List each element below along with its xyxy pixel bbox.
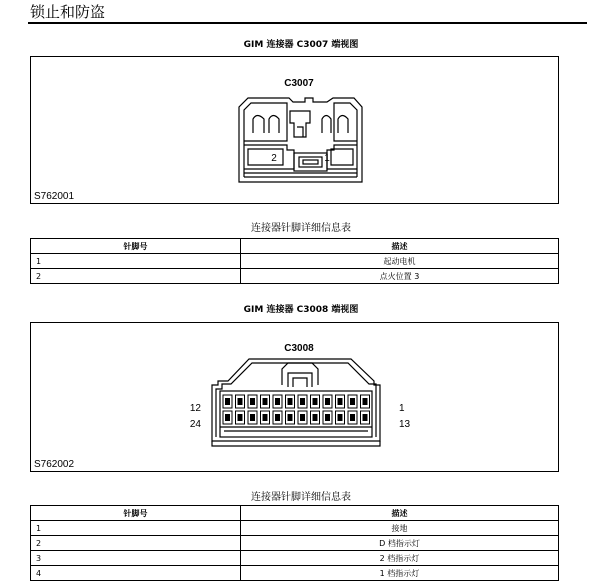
terminal-contact [250, 414, 255, 421]
desc-cell: 1 档指示灯 [241, 566, 559, 581]
terminal-contact [238, 398, 243, 405]
c3008-pin-1-label: 1 [399, 403, 405, 414]
c3007-view-title: GIM 连接器 C3007 端视图 [243, 40, 359, 50]
c3008-pin-12-label: 12 [189, 403, 201, 414]
terminal-contact [300, 398, 305, 405]
col-desc-header: 描述 [241, 506, 559, 521]
terminal-contact [300, 414, 305, 421]
c3007-pin-1-label: 1 [324, 153, 330, 164]
terminal-contact [325, 414, 330, 421]
c3007-figure [30, 56, 559, 204]
terminal-contact [263, 414, 268, 421]
c3008-view-title: GIM 连接器 C3008 端视图 [243, 305, 359, 315]
c3007-name-label: C3007 [284, 78, 314, 89]
pin-cell: 2 [31, 536, 241, 551]
pin-cell: 1 [31, 254, 241, 269]
terminal-contact [225, 414, 230, 421]
terminal-contact [313, 398, 318, 405]
terminal-contact [263, 398, 268, 405]
terminal-contact [225, 398, 230, 405]
terminal-contact [325, 398, 330, 405]
desc-cell: D 档指示灯 [241, 536, 559, 551]
pin-cell: 2 [31, 269, 241, 284]
table-row [31, 551, 559, 566]
terminal-contact [288, 398, 293, 405]
c3008-figure [30, 322, 559, 472]
c3008-pin-table [30, 505, 559, 581]
terminal-contact [350, 414, 355, 421]
desc-cell: 点火位置 3 [241, 269, 559, 284]
terminal-contact [338, 398, 343, 405]
terminal-contact [363, 414, 368, 421]
table-header-row [31, 239, 559, 254]
section-title: 锁止和防盗 [30, 3, 106, 21]
terminal-contact [338, 414, 343, 421]
terminal-contact [363, 398, 368, 405]
c3008-pin-24-label: 24 [189, 419, 201, 430]
pin-cell: 4 [31, 566, 241, 581]
table-row [31, 254, 559, 269]
c3008-terminal-cavities [223, 395, 370, 424]
c3007-pin-table [30, 238, 559, 284]
col-pin-header: 针脚号 [31, 239, 241, 254]
terminal-contact [350, 398, 355, 405]
terminal-contact [313, 414, 318, 421]
terminal-contact [275, 398, 280, 405]
desc-cell: 起动电机 [241, 254, 559, 269]
terminal-contact [238, 414, 243, 421]
table-header-row [31, 506, 559, 521]
c3007-pin-2-label: 2 [271, 153, 277, 164]
pin-cell: 3 [31, 551, 241, 566]
table-row [31, 536, 559, 551]
table-row [31, 521, 559, 536]
c3008-table-title: 连接器针脚详细信息表 [251, 492, 351, 503]
table-row [31, 269, 559, 284]
c3008-figure-id: S762002 [34, 459, 75, 470]
terminal-contact [250, 398, 255, 405]
pin-cell: 1 [31, 521, 241, 536]
terminal-contact [275, 414, 280, 421]
section-divider [28, 22, 587, 24]
desc-cell: 接地 [241, 521, 559, 536]
c3008-connector-drawing [31, 323, 560, 473]
c3008-name-label: C3008 [284, 343, 314, 354]
c3007-table-title: 连接器针脚详细信息表 [251, 223, 351, 234]
col-pin-header: 针脚号 [31, 506, 241, 521]
c3007-connector-drawing [31, 57, 560, 205]
c3007-figure-id: S762001 [34, 191, 75, 202]
desc-cell: 2 档指示灯 [241, 551, 559, 566]
table-row [31, 566, 559, 581]
c3008-pin-13-label: 13 [399, 419, 411, 430]
terminal-contact [288, 414, 293, 421]
col-desc-header: 描述 [241, 239, 559, 254]
